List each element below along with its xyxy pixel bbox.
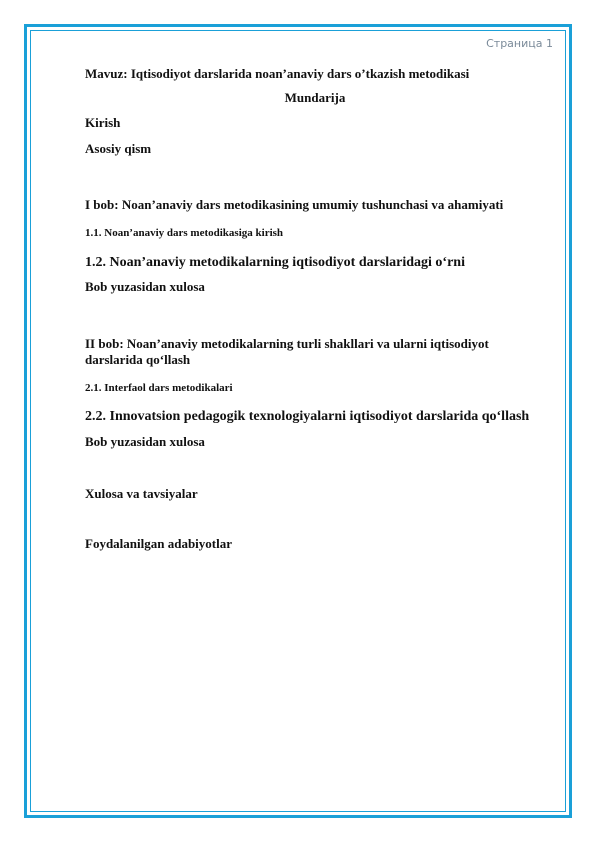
toc-item-main-part: Asosiy qism <box>85 141 152 156</box>
toc-chapter-2-section-1: 2.1. Interfaol dars metodikalari <box>85 382 233 394</box>
toc-chapter-1-section-2: 1.2. Noan’anaviy metodikalarning iqtisodiyot darslaridagi o‘rni <box>85 255 465 270</box>
toc-chapter-1-title: I bob: Noan’anaviy dars metodikasining umumiy tushunchasi va ahamiyati <box>85 197 504 212</box>
toc-item-references: Foydalanilgan adabiyotlar <box>85 536 232 551</box>
page-number: Страница 1 <box>486 37 553 50</box>
toc-item-conclusion: Xulosa va tavsiyalar <box>85 486 198 501</box>
toc-item-intro: Kirish <box>85 115 121 130</box>
document-topic: Mavuz: Iqtisodiyot darslarida noan’anaviy dars o’tkazish metodikasi <box>85 66 470 81</box>
toc-chapter-2-summary: Bob yuzasidan xulosa <box>85 434 205 449</box>
toc-chapter-2-title: II bob: Noan’anaviy metodikalarning turli shakllari va ularni iqtisodiyot darslarida qo‘llash <box>85 336 489 367</box>
toc-chapter-2-section-2: 2.2. Innovatsion pedagogik texnologiyalarni iqtisodiyot darslarida qo‘llash <box>85 409 530 424</box>
toc-chapter-1-summary: Bob yuzasidan xulosa <box>85 279 205 294</box>
toc-title: Mundarija <box>284 90 346 105</box>
toc-chapter-1-section-1: 1.1. Noan’anaviy dars metodikasiga kirish <box>85 227 284 239</box>
